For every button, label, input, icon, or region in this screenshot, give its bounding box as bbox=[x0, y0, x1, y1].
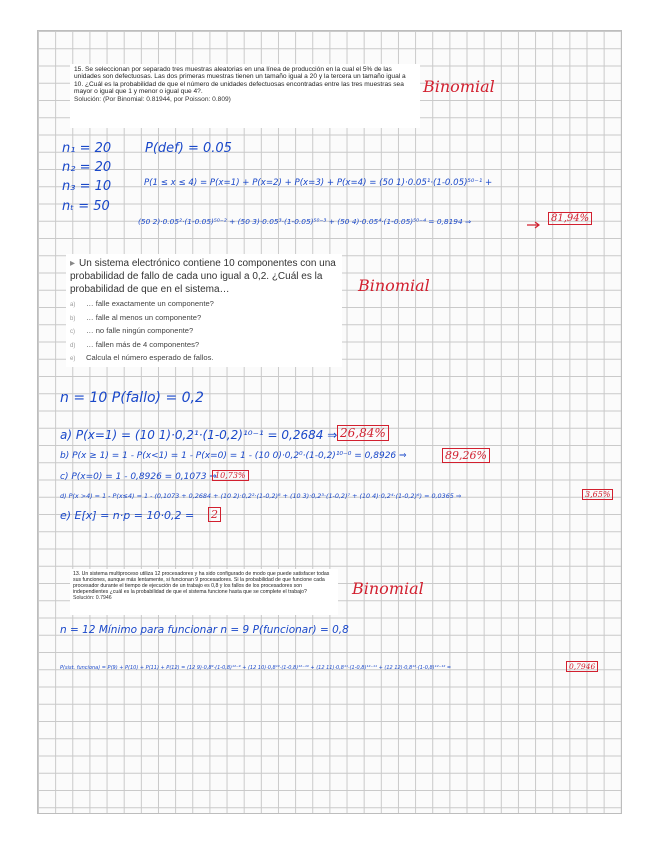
hw-p15-line1: P(1 ≤ x ≤ 4) = P(x=1) + P(x=2) + P(x=3) + P(x=4) = (50 1)·0.05¹·(1-0.05)⁵⁰⁻¹ + bbox=[144, 178, 493, 188]
hw-p2-b: b) P(x ≥ 1) = 1 - P(x<1) = 1 - P(x=0) = 1 - (10 0)·0,2⁰·(1-0,2)¹⁰⁻⁰ = 0,8926 ⇒ bbox=[60, 451, 407, 461]
problem-13-printed bbox=[70, 569, 338, 615]
answer-a: 26,84% bbox=[337, 425, 389, 441]
answer-e: 2 bbox=[208, 507, 221, 522]
hw-pdef: P(def) = 0.05 bbox=[145, 141, 232, 156]
grid-paper bbox=[37, 30, 622, 814]
hw-p2-a: a) P(x=1) = (10 1)·0,2¹·(1-0,2)¹⁰⁻¹ = 0,2684 ⇒ bbox=[60, 428, 338, 442]
hw-n1: n₁ = 20 bbox=[62, 141, 112, 156]
hw-p2-c: c) P(x=0) = 1 - 0,8926 = 0,1073 ⇒ bbox=[60, 472, 217, 482]
hw-p2-e: e) E[x] = n·p = 10·0,2 = bbox=[60, 509, 195, 522]
binomial-tag-2: Binomial bbox=[358, 276, 430, 295]
problem-2-statement: Un sistema electrónico contiene 10 componentes con una probabilidad de fallo de cada uno igual a 0,2. ¿Cuál es la probabilidad de que en el sistema… bbox=[70, 258, 336, 295]
hw-p15-line2: (50 2)·0.05²·(1-0.05)⁵⁰⁻² + (50 3)·0.05³·(1-0.05)⁵⁰⁻³ + (50 4)·0.05⁴·(1-0.05)⁵⁰⁻⁴ = 0,8194 ⇒ bbox=[138, 217, 472, 226]
hw-p13-header: n = 12 Mínimo para funcionar n = 9 P(funcionar) = 0,8 bbox=[60, 624, 349, 636]
list-item: e) Calcula el número esperado de fallos. bbox=[70, 353, 214, 363]
answer-b: 89,26% bbox=[442, 448, 490, 463]
answer-p15: 81,94% bbox=[548, 212, 592, 225]
list-item: a) … falle exactamente un componente? bbox=[70, 299, 214, 308]
problem-2-printed bbox=[66, 254, 342, 367]
hw-p2-header: n = 10 P(fallo) = 0,2 bbox=[60, 390, 204, 406]
problem-13-solution: Solución: 0.7946 bbox=[73, 595, 112, 601]
problem-15-printed bbox=[70, 64, 420, 128]
problem-15-solution: Solución: (Por Binomial: 0.81944, por Poisson: 0.809) bbox=[74, 95, 231, 103]
list-item: b) … falle al menos un componente? bbox=[70, 312, 202, 322]
binomial-tag-1: Binomial bbox=[423, 77, 495, 96]
problem-2-items bbox=[66, 298, 342, 366]
hw-p2-d: d) P(x >4) = 1 - P(x≤4) = 1 - (0,1073 + 0,2684 + (10 2)·0,2²·(1-0,2)⁸ + (10 3)·0,2³·(1-0,2)⁷ + (10 4)·0,2⁴·(1-0,2)⁶) = 0,0365 ⇒ bbox=[60, 492, 462, 500]
answer-d: 3,65% bbox=[582, 489, 613, 500]
binomial-tag-3: Binomial bbox=[352, 579, 424, 598]
answer-c: 10,73% bbox=[212, 470, 249, 481]
problem-13-statement: 13. Un sistema multiproceso utiliza 12 procesadores y ha sido configurado de modo que puede satisfacer todas sus funciones, aunque más lentamente, si funcionan 9 procesadores. Si la probabilidad de que funcione cada procesador durante el tiempo de ejecución de un trabajo es 0,8 y los fallos de los procesadores son independientes ¿cuál es la probabilidad de que el sistema funcione hasta que se complete el trabajo? bbox=[73, 571, 330, 595]
hw-n3: n₃ = 10 bbox=[62, 179, 112, 194]
problem-15-statement: 15. Se seleccionan por separado tres muestras aleatorias en una línea de producción en la cual el 5% de las unidades son defectuosas. Las dos primeras muestras tienen un tamaño igual a 20 y la tercera un tamaño igual a 10. ¿Cuál es la probabilidad de que el número de unidades defectuosas encontradas entre las tres muestras sea mayor o igual que 1 y menor o igual que 4?. bbox=[74, 66, 406, 96]
hw-nt: nₜ = 50 bbox=[62, 199, 110, 214]
list-item: d) … fallen más de 4 componentes? bbox=[70, 339, 200, 349]
list-item: c) … no falle ningún componente? bbox=[70, 326, 194, 336]
hw-p13-line: P(sist. funciona) = P(9) + P(10) + P(11) + P(12) = (12 9)·0,8⁹·(1-0,8)¹²⁻⁹ + (12 10)·0,8¹⁰·(1-0,8)¹²⁻¹⁰ + (12 11)·0,8¹¹·(1-0,8)¹²⁻¹¹ + (12 12)·0,8¹²·(1-0,8)¹²⁻¹² = bbox=[60, 665, 452, 671]
bullet-icon: ▸ bbox=[70, 258, 76, 269]
answer-p13: 0,7946 bbox=[566, 661, 598, 672]
hw-n2: n₂ = 20 bbox=[62, 160, 112, 175]
